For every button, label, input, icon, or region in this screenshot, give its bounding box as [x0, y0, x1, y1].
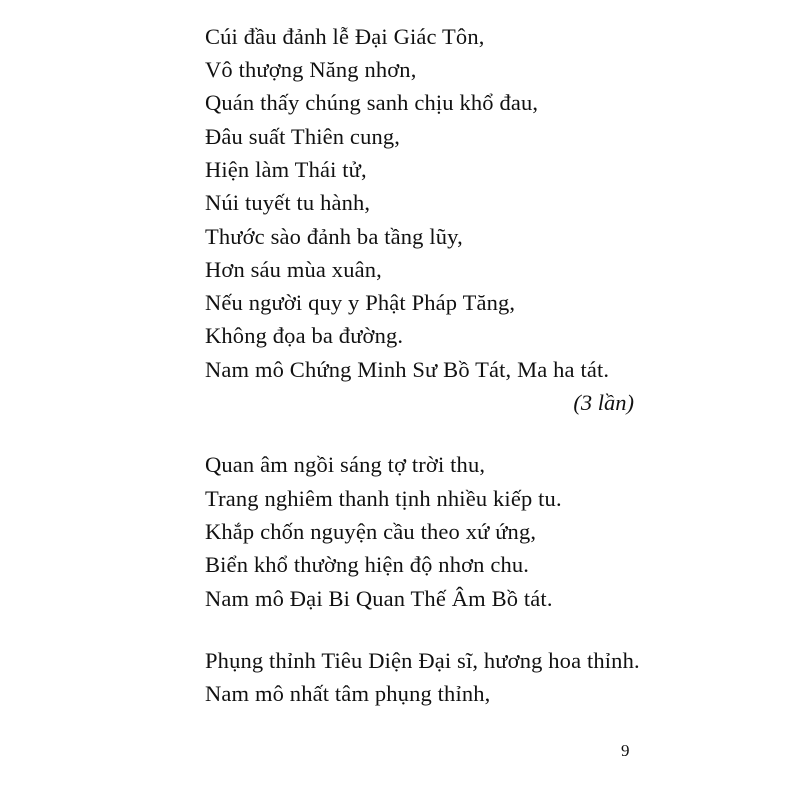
verse-line: Nam mô nhất tâm phụng thỉnh,	[205, 681, 491, 706]
verse-line: Quán thấy chúng sanh chịu khổ đau,	[205, 90, 539, 115]
page-number: 9	[621, 741, 630, 760]
verse-line: Trang nghiêm thanh tịnh nhiều kiếp tu.	[205, 486, 562, 511]
verse-line: Biển khổ thường hiện độ nhơn chu.	[205, 552, 530, 577]
verse-line: Vô thượng Năng nhơn,	[205, 57, 417, 82]
verse-line: Nếu người quy y Phật Pháp Tăng,	[205, 290, 516, 315]
verse-line: Phụng thỉnh Tiêu Diện Đại sĩ, hương hoa thỉnh.	[205, 648, 640, 673]
repeat-note: (3 lần)	[573, 390, 634, 415]
verse-line: Nam mô Chứng Minh Sư Bồ Tát, Ma ha tát.	[205, 357, 610, 382]
verse-line: Quan âm ngồi sáng tợ trời thu,	[205, 452, 486, 477]
verse-line: Thước sào đảnh ba tầng lũy,	[205, 224, 463, 249]
verse-line: Khắp chốn nguyện cầu theo xứ ứng,	[205, 519, 537, 544]
verse-line: Hơn sáu mùa xuân,	[205, 257, 382, 282]
verse-line: Hiện làm Thái tử,	[205, 157, 367, 182]
verse-line: Đâu suất Thiên cung,	[205, 124, 401, 149]
verse-line: Cúi đầu đảnh lễ Đại Giác Tôn,	[205, 24, 485, 49]
verse-line: Nam mô Đại Bi Quan Thế Âm Bồ tát.	[205, 586, 553, 611]
verse-line: Núi tuyết tu hành,	[205, 190, 371, 215]
verse-line: Không đọa ba đường.	[205, 323, 404, 348]
